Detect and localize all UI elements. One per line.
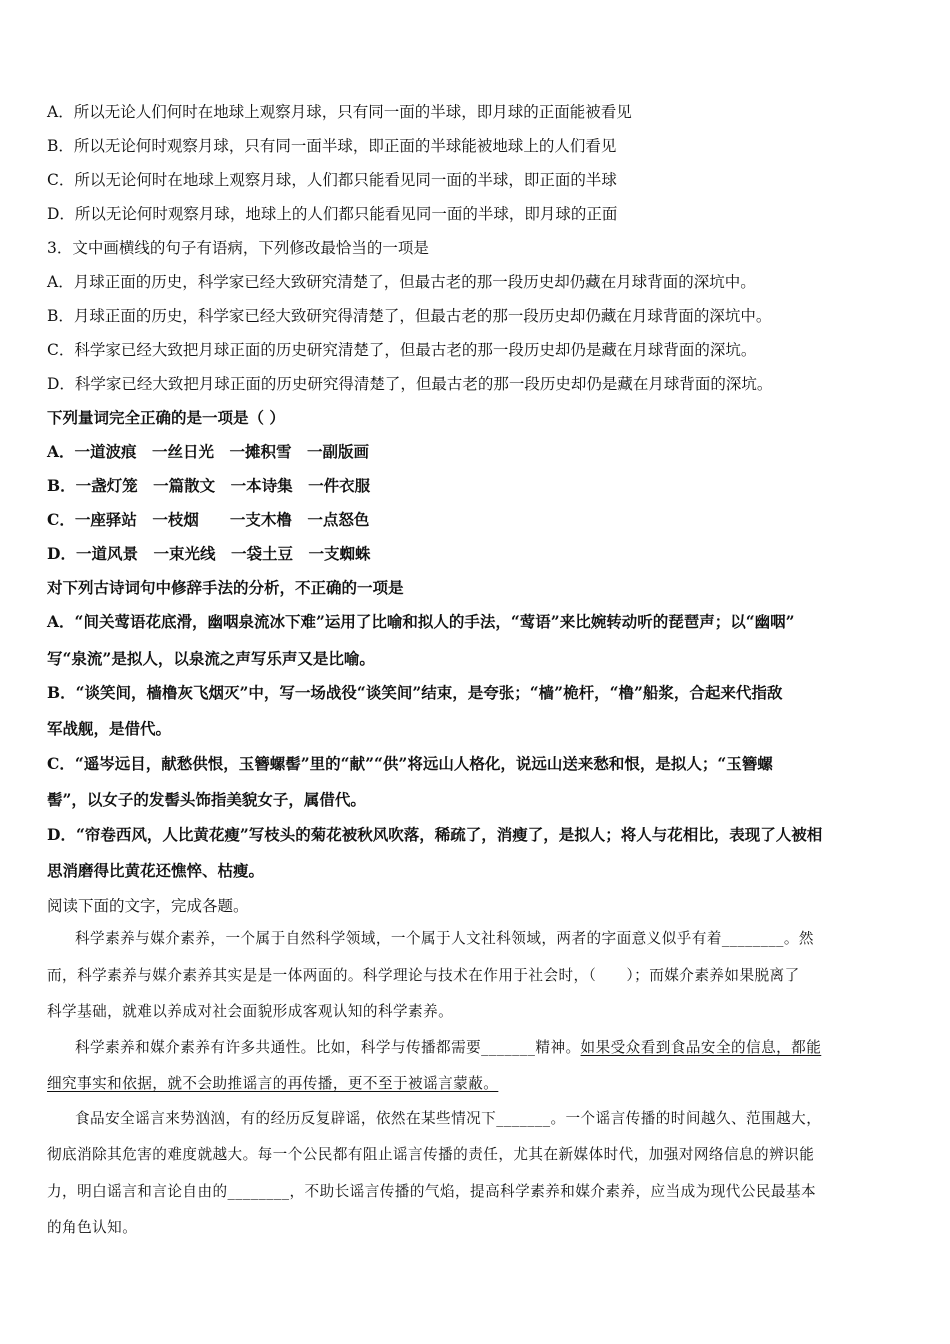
q3-option-d: D．科学家已经大致把月球正面的历史研究得清楚了，但最古老的那一段历史却仍是藏在月球背面的深坑。: [47, 375, 773, 393]
passage-p1-line2: 而，科学素养与媒介素养其实是是一体两面的。科学理论与技术在作用于社会时，（ ）；而媒介素养如果脱离了: [47, 967, 800, 984]
rhetoric-option-d-line2: 思消磨得比黄花还憔悴、枯瘦。: [47, 861, 265, 880]
q3-option-a: A．月球正面的历史，科学家已经大致研究清楚了，但最古老的那一段历史却仍藏在月球背面的深坑中。: [47, 273, 756, 291]
rhetoric-option-a-line1: A．“间关莺语花底滑，幽咽泉流冰下难”运用了比喻和拟人的手法，“莺语”来比婉转动听的琵琶声；以“幽咽”: [47, 612, 795, 631]
q2-option-d: D．所以无论何时观察月球，地球上的人们都只能看见同一面的半球，即月球的正面: [47, 205, 618, 223]
q2-option-c: C．所以无论何时在地球上观察月球，人们都只能看见同一面的半球，即正面的半球: [47, 171, 617, 189]
underlined-sentence-part1: 如果受众看到食品安全的信息，都能: [580, 1039, 822, 1056]
measure-words-option-a: A．一道波痕 一丝日光 一摊积雪 一副版画: [47, 442, 370, 461]
rhetoric-stem: 对下列古诗词句中修辞手法的分析，不正确的一项是: [47, 578, 404, 597]
rhetoric-option-a-line2: 写“泉流”是拟人，以泉流之声写乐声又是比喻。: [47, 649, 375, 668]
reading-instruction: 阅读下面的文字，完成各题。: [47, 897, 249, 915]
passage-p1-line1: 科学素养与媒介素养，一个属于自然科学领域，一个属于人文社科领域，两者的字面意义似乎有着________。然: [75, 930, 814, 947]
q2-option-a: A．所以无论人们何时在地球上观察月球，只有同一面的半球，即月球的正面能被看见: [47, 103, 632, 121]
rhetoric-option-b-line1: B．“谈笑间，樯橹灰飞烟灭”中，写一场战役“谈笑间”结束，是夸张；“樯”桅杆，“橹”船浆，合起来代指敌: [47, 683, 783, 702]
passage-p3-line4: 的角色认知。: [47, 1219, 138, 1236]
q3-stem: 3．文中画横线的句子有语病，下列修改最恰当的一项是: [47, 239, 429, 257]
passage-p3-line1: 食品安全谣言来势汹汹，有的经历反复辟谣，依然在某些情况下_______。一个谣言传播的时间越久、范围越大，: [75, 1110, 822, 1127]
rhetoric-option-c-line1: C．“遥岑远目，献愁供恨，玉簪螺髻”里的“献”“供”将远山人格化，说远山送来愁和恨，是拟人；“玉簪螺: [47, 754, 773, 773]
underlined-sentence-part2: 细究事实和依据，就不会助推谣言的再传播，更不至于被谣言蒙蔽。: [47, 1075, 499, 1092]
rhetoric-option-b-line2: 军战舰，是借代。: [47, 719, 172, 738]
q3-option-c: C．科学家已经大致把月球正面的历史研究清楚了，但最古老的那一段历史却仍是藏在月球背面的深坑。: [47, 341, 757, 359]
rhetoric-option-d-line1: D．“帘卷西风，人比黄花瘦”写枝头的菊花被秋风吹落，稀疏了，消瘦了，是拟人；将人与花相比，表现了人被相: [47, 825, 823, 844]
measure-words-option-d: D．一道风景 一束光线 一袋土豆 一支蜘蛛: [47, 544, 371, 563]
measure-words-option-c: C．一座驿站 一枝烟 一支木橹 一点怒色: [47, 510, 370, 529]
measure-words-stem: 下列量词完全正确的是一项是（ ）: [47, 408, 285, 427]
measure-words-option-b: B．一盏灯笼 一篇散文 一本诗集 一件衣服: [47, 476, 371, 495]
passage-p2-lead: 科学素养和媒介素养有许多共通性。比如，科学与传播都需要_______精神。: [75, 1039, 581, 1056]
passage-p1-line3: 科学基础，就难以养成对社会面貌形成客观认知的科学素养。: [47, 1003, 454, 1020]
q2-option-b: B．所以无论何时观察月球，只有同一面半球，即正面的半球能被地球上的人们看见: [47, 137, 617, 155]
rhetoric-option-c-line2: 髻”，以女子的发髻头饰指美貌女子，属借代。: [47, 790, 366, 809]
passage-p3-line3: 力，明白谣言和言论自由的________，不助长谣言传播的气焰，提高科学素养和媒介素养，应当成为现代公民最基本: [47, 1183, 817, 1200]
passage-p2-line1: [75, 1038, 821, 1058]
q3-option-b: B．月球正面的历史，科学家已经大致研究得清楚了，但最古老的那一段历史却仍藏在月球背面的深坑中。: [47, 307, 772, 325]
passage-p2-line2: [47, 1074, 498, 1094]
passage-p3-line2: 彻底消除其危害的难度就越大。每一个公民都有阻止谣言传播的责任，尤其在新媒体时代，加强对网络信息的辨识能: [47, 1146, 815, 1163]
